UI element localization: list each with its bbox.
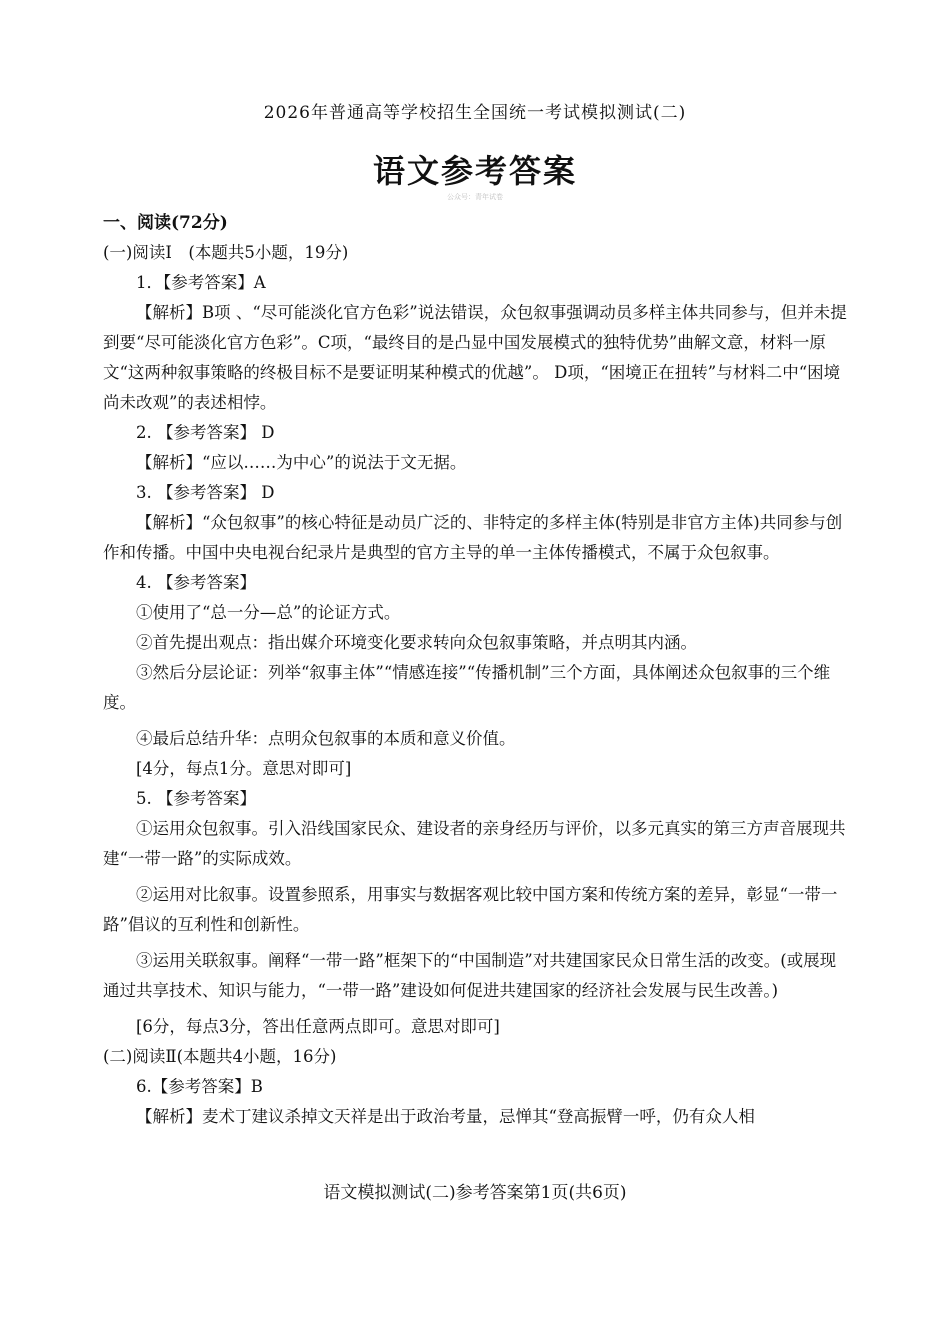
watermark-text: 公众号：青年试卷 <box>447 193 503 201</box>
question-4-point: ②首先提出观点：指出媒介环境变化要求转向众包叙事策略，并点明其内涵。 <box>136 633 697 652</box>
question-2-answer: 2. 【参考答案】 D <box>136 423 275 442</box>
question-5-point: ③运用关联叙事。阐释“一带一路”框架下的“中国制造”对共建国家民众日常生活的改变。(或展现通过共享技术、知识与能力，“一带一路”建设如何促进共建国家的经济社会发展与民生改善。) <box>103 951 837 1000</box>
question-4-point: ③然后分层论证：列举“叙事主体”“情感连接”“传播机制”三个方面，具体阐述众包叙事的三个维度。 <box>103 663 831 712</box>
answer-content <box>103 208 848 1132</box>
question-4-point: ④最后总结升华：点明众包叙事的本质和意义价值。 <box>136 729 516 748</box>
question-6-answer: 6.【参考答案】B <box>136 1077 263 1096</box>
question-3-answer: 3. 【参考答案】 D <box>136 483 275 502</box>
document-title: 语文参考答案 <box>372 152 577 190</box>
question-5-point: ①运用众包叙事。引入沿线国家民众、建设者的亲身经历与评价，以多元真实的第三方声音展现共建“一带一路”的实际成效。 <box>103 819 846 868</box>
exam-header: 2026年普通高等学校招生全国统一考试模拟测试(二) <box>263 103 687 123</box>
question-5-point: ②运用对比叙事。设置参照系，用事实与数据客观比较中国方案和传统方案的差异，彰显“一带一路”倡议的互利性和创新性。 <box>103 885 838 934</box>
question-5-score: [6分，每点3分，答出任意两点即可。意思对即可] <box>136 1017 500 1036</box>
question-1-analysis: 【解析】B项 、“尽可能淡化官方色彩”说法错误，众包叙事强调动员多样主体共同参与，但并未提到要“尽可能淡化官方色彩”。C项，“最终目的是凸显中国发展模式的独特优势”曲解文意，材料一原文“这两种叙事策略的终极目标不是要证明某种模式的优越”。 D项，“困境正在扭转”与材料二中“困境尚未改观”的表述相悖。 <box>103 303 847 412</box>
page-footer: 语文模拟测试(二)参考答案第1页(共6页) <box>323 1183 627 1203</box>
question-4-score: [4分，每点1分。意思对即可] <box>136 759 352 778</box>
section-heading: 一、阅读(72分) <box>103 213 228 233</box>
part-heading: (二)阅读Ⅱ(本题共4小题，16分) <box>103 1047 337 1066</box>
question-4-point: ①使用了“总一分—总”的论证方式。 <box>136 603 401 622</box>
question-2-analysis: 【解析】“应以……为中心”的说法于文无据。 <box>136 453 467 472</box>
question-3-analysis: 【解析】“众包叙事”的核心特征是动员广泛的、非特定的多样主体(特别是非官方主体)共同参与创作和传播。中国中央电视台纪录片是典型的官方主导的单一主体传播模式，不属于众包叙事。 <box>103 513 843 562</box>
part-heading: (一)阅读I (本题共5小题，19分) <box>103 243 349 262</box>
question-1-answer: 1．【参考答案】A <box>136 273 266 292</box>
question-6-analysis: 【解析】麦术丁建议杀掉文天祥是出于政治考量，忌惮其“登高振臂一呼，仍有众人相 <box>136 1107 755 1126</box>
question-5-answer: 5. 【参考答案】 <box>136 789 256 808</box>
question-4-answer: 4. 【参考答案】 <box>136 573 256 592</box>
